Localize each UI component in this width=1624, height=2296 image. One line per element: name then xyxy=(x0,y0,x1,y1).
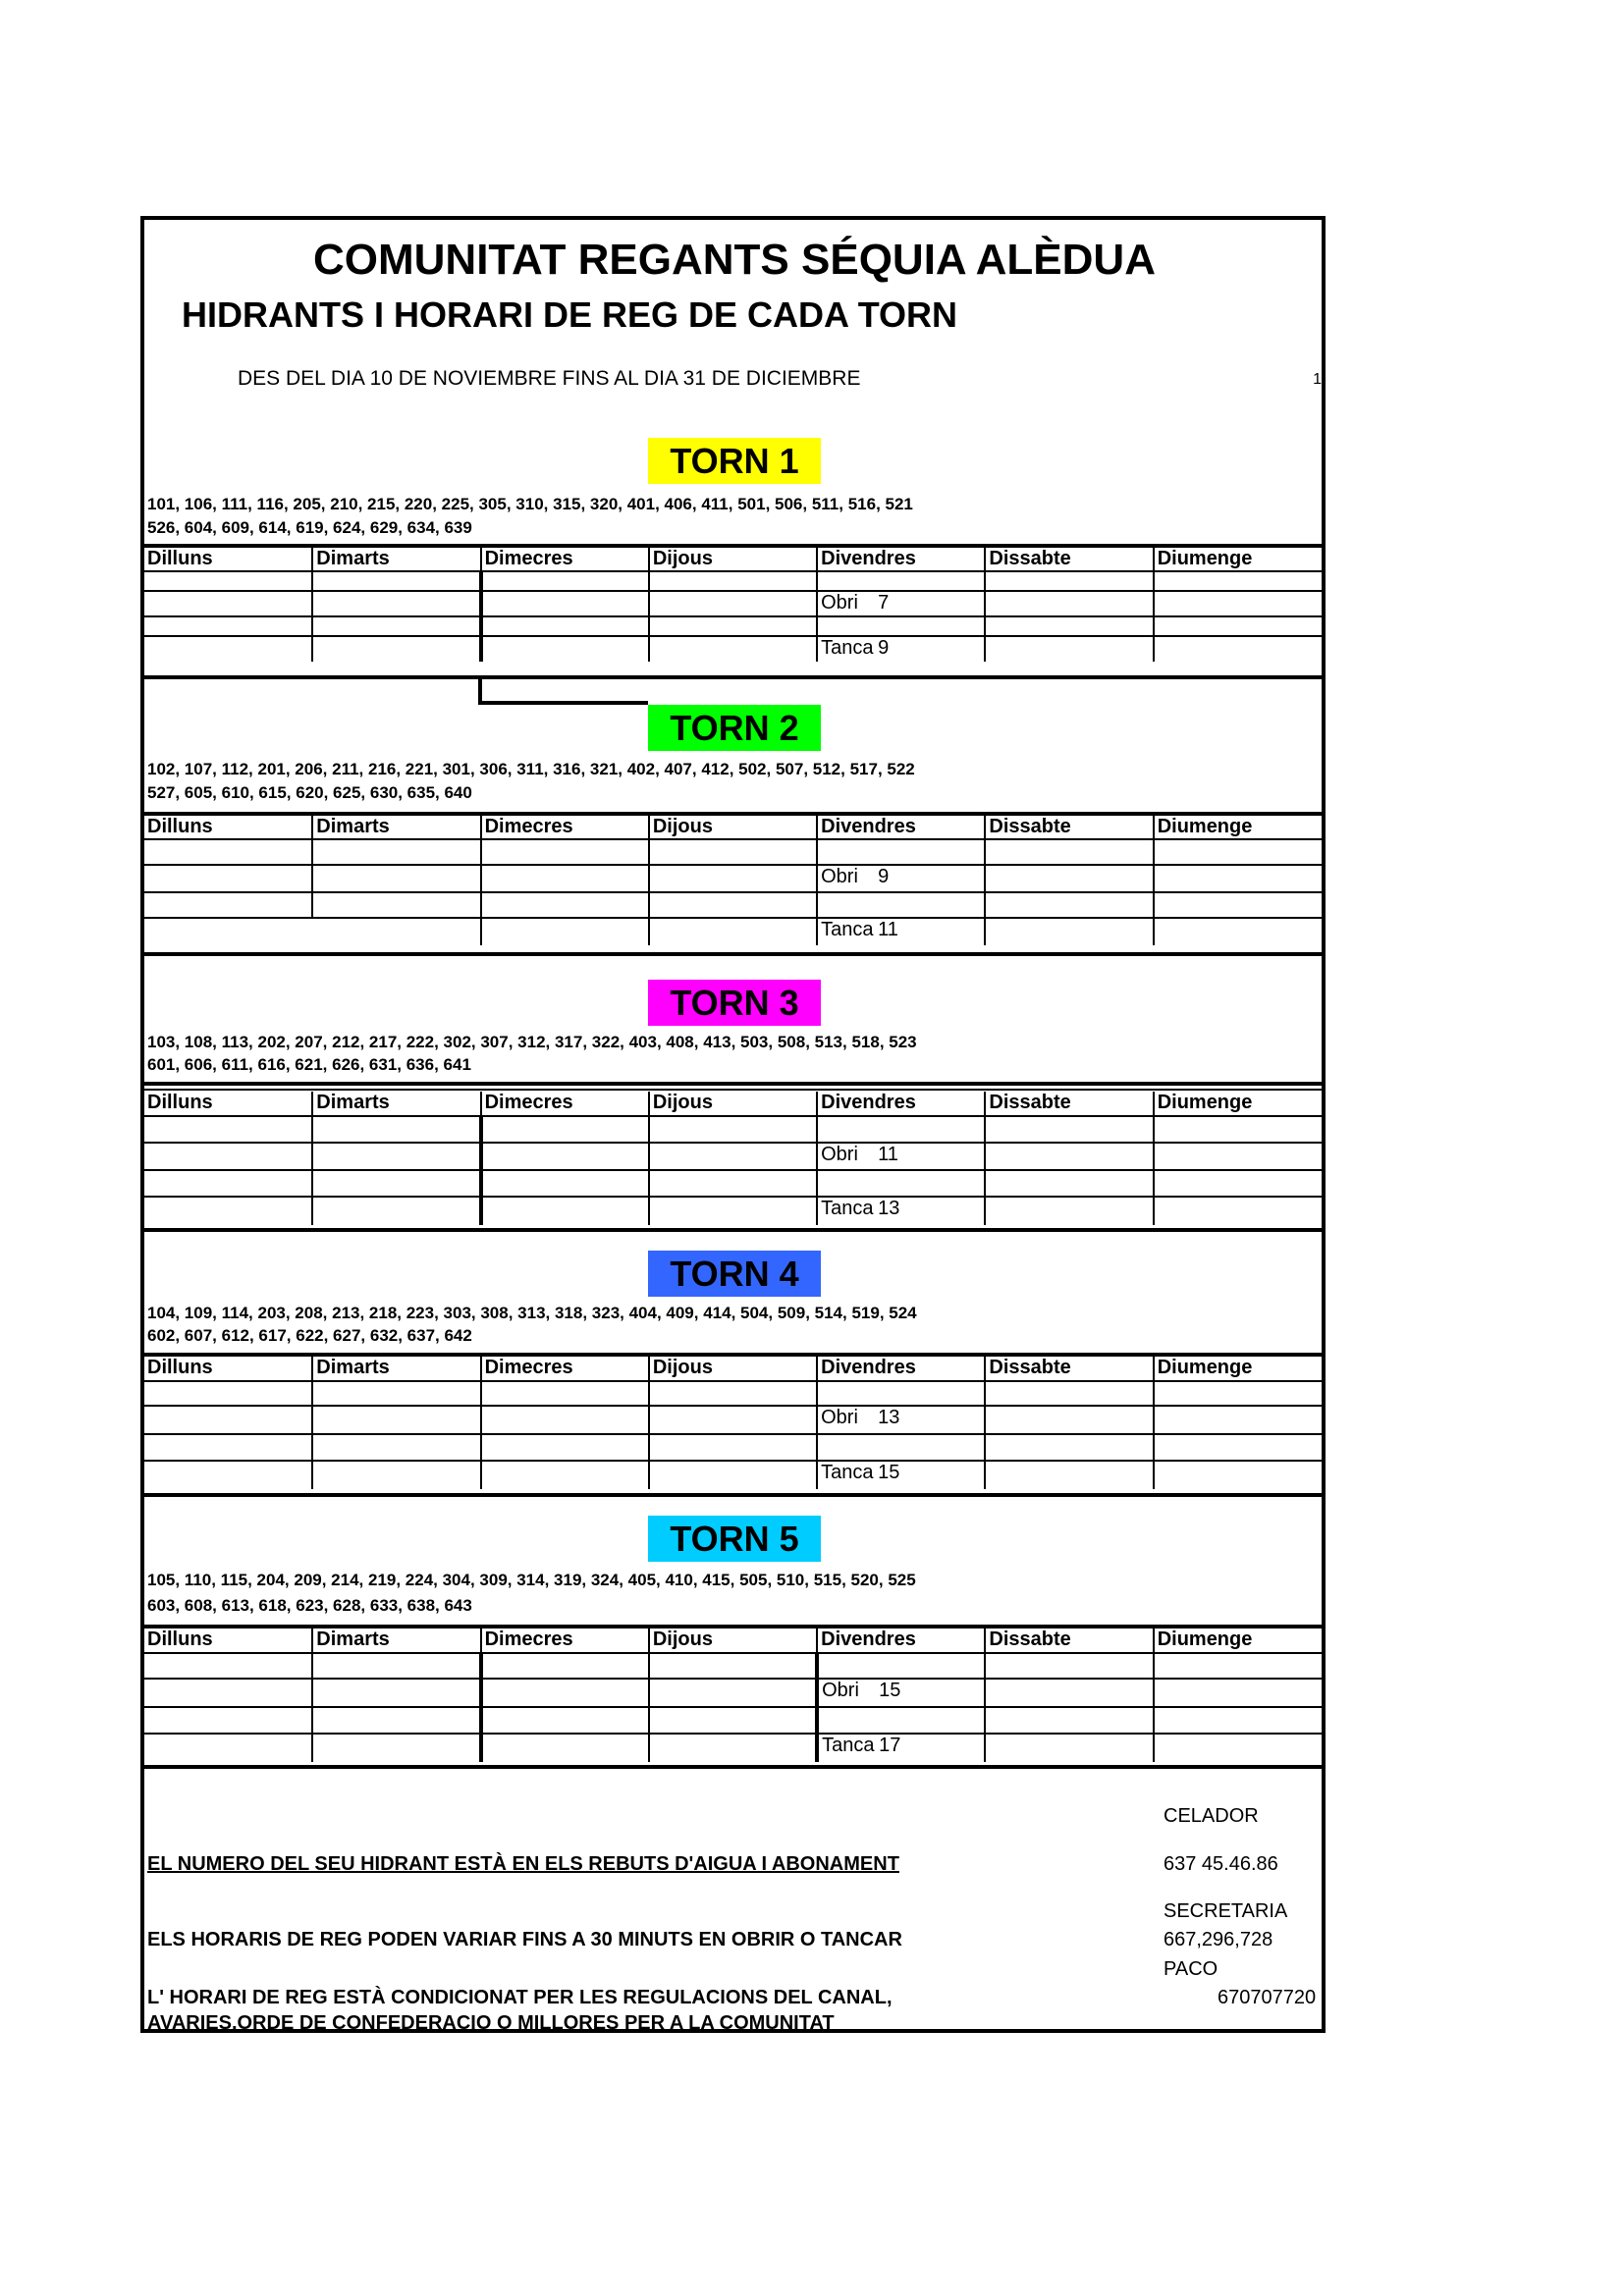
day-header: Dissabte xyxy=(985,548,1153,571)
torn-4-schedule xyxy=(144,1357,1322,1489)
torn-4-badge: TORN 4 xyxy=(648,1251,821,1297)
torn-3-hydrants-line1: 103, 108, 113, 202, 207, 212, 217, 222, 302, 307, 312, 317, 322, 403, 408, 413, 503, 508, 513, 518, 523 xyxy=(147,1033,917,1051)
day-header: Divendres xyxy=(817,1092,985,1116)
torn-5-close-hour: 17 xyxy=(879,1735,901,1756)
torn-5-close-cell xyxy=(817,1734,985,1762)
day-header: Dilluns xyxy=(144,548,312,571)
day-header: Dissabte xyxy=(985,1357,1153,1381)
paco-label: PACO xyxy=(1164,1958,1218,1980)
day-header: Dissabte xyxy=(985,816,1153,839)
torn-2-hydrants-line2: 527, 605, 610, 615, 620, 625, 630, 635, 640 xyxy=(147,783,472,802)
day-header: Dijous xyxy=(649,548,817,571)
torn-1-hydrants-line2: 526, 604, 609, 614, 619, 624, 629, 634, 639 xyxy=(147,518,472,537)
day-header: Diumenge xyxy=(1154,548,1322,571)
day-header: Dilluns xyxy=(144,816,312,839)
day-header: Dijous xyxy=(649,1092,817,1116)
open-label: Obri xyxy=(821,1144,858,1165)
secretaria-label: SECRETARIA xyxy=(1164,1900,1288,1922)
torn-3-close-hour: 13 xyxy=(878,1198,900,1219)
torn-5-open-hour: 15 xyxy=(879,1680,901,1701)
torn-1-close-cell xyxy=(817,636,985,662)
hydrant-number-note: EL NUMERO DEL SEU HIDRANT ESTÀ EN ELS REBUTS D'AIGUA I ABONAMENT xyxy=(147,1853,899,1875)
day-header: Dimecres xyxy=(481,816,649,839)
day-header: Dissabte xyxy=(985,1629,1153,1653)
torn-3-schedule xyxy=(144,1092,1322,1225)
page-title: COMUNITAT REGANTS SÉQUIA ALÈDUA xyxy=(313,236,1156,284)
torn-1-hydrants-line1: 101, 106, 111, 116, 205, 210, 215, 220, 225, 305, 310, 315, 320, 401, 406, 411, 501, 506, 511, 516, 521 xyxy=(147,495,913,513)
torn-1-schedule xyxy=(144,548,1322,662)
celador-phone: 637 45.46.86 xyxy=(1164,1853,1278,1875)
divider xyxy=(144,1493,1322,1497)
torn-5-open-cell xyxy=(817,1679,985,1707)
torn-4-open-hour: 13 xyxy=(878,1407,900,1428)
torn-2-badge: TORN 2 xyxy=(648,705,821,751)
day-header: Dimecres xyxy=(481,1357,649,1381)
day-header: Dimecres xyxy=(481,1629,649,1653)
day-header: Dilluns xyxy=(144,1357,312,1381)
day-header: Dimarts xyxy=(312,1092,480,1116)
schedule-sheet xyxy=(140,216,1326,2033)
divider xyxy=(144,952,1322,956)
day-header: Diumenge xyxy=(1154,1357,1322,1381)
day-header: Dimarts xyxy=(312,548,480,571)
torn-3-close-cell xyxy=(817,1197,985,1225)
day-header: Diumenge xyxy=(1154,1092,1322,1116)
torn-2-open-cell xyxy=(817,865,985,892)
day-header: Dimarts xyxy=(312,816,480,839)
open-label: Obri xyxy=(822,1680,859,1701)
torn-1-open-cell xyxy=(817,591,985,616)
torn-3-open-hour: 11 xyxy=(878,1144,898,1165)
day-header: Divendres xyxy=(817,816,985,839)
torn-2-schedule xyxy=(144,816,1322,945)
open-label: Obri xyxy=(821,866,858,887)
day-header: Dissabte xyxy=(985,1092,1153,1116)
torn-3-hydrants-line2: 601, 606, 611, 616, 621, 626, 631, 636, 641 xyxy=(147,1055,471,1074)
day-header: Dimecres xyxy=(481,1092,649,1116)
conditions-note-line2: AVARIES,ORDE DE CONFEDERACIO O MILLORES PER A LA COMUNITAT xyxy=(147,2012,835,2034)
torn-4-hydrants-line2: 602, 607, 612, 617, 622, 627, 632, 637, 642 xyxy=(147,1326,472,1345)
torn-3-open-cell xyxy=(817,1143,985,1170)
divider xyxy=(478,677,482,703)
divider xyxy=(478,701,648,705)
day-header: Dijous xyxy=(649,816,817,839)
day-header: Dijous xyxy=(649,1629,817,1653)
torn-4-close-cell xyxy=(817,1461,985,1489)
paco-phone: 670707720 xyxy=(1218,1987,1317,2008)
day-header: Diumenge xyxy=(1154,1629,1322,1653)
torn-5-hydrants-line1: 105, 110, 115, 204, 209, 214, 219, 224, 304, 309, 314, 319, 324, 405, 410, 415, 505, 510, 515, 520, 525 xyxy=(147,1571,916,1589)
day-header: Dilluns xyxy=(144,1092,312,1116)
torn-1-open-hour: 7 xyxy=(878,592,890,614)
close-label: Tanca xyxy=(822,1735,875,1756)
torn-5-hydrants-line2: 603, 608, 613, 618, 623, 628, 633, 638, 643 xyxy=(147,1596,472,1615)
torn-5-badge: TORN 5 xyxy=(648,1516,821,1562)
torn-4-open-cell xyxy=(817,1406,985,1434)
schedule-variation-note: ELS HORARIS DE REG PODEN VARIAR FINS A 30 MINUTS EN OBRIR O TANCAR xyxy=(147,1929,902,1950)
divider xyxy=(144,1228,1322,1232)
close-label: Tanca xyxy=(821,1198,874,1219)
torn-2-open-hour: 9 xyxy=(878,866,890,887)
day-header: Divendres xyxy=(817,1629,985,1653)
torn-1-close-hour: 9 xyxy=(878,637,890,659)
day-header: Dilluns xyxy=(144,1629,312,1653)
close-label: Tanca xyxy=(821,919,874,940)
day-header: Divendres xyxy=(817,548,985,571)
day-header: Dijous xyxy=(649,1357,817,1381)
close-label: Tanca xyxy=(821,1462,874,1483)
divider xyxy=(144,1089,1322,1091)
divider xyxy=(144,1765,1322,1769)
page-number: 1 xyxy=(1313,371,1322,388)
torn-1-badge: TORN 1 xyxy=(648,438,821,484)
celador-label: CELADOR xyxy=(1164,1805,1259,1827)
day-header: Dimarts xyxy=(312,1629,480,1653)
day-header: Dimarts xyxy=(312,1357,480,1381)
divider xyxy=(144,1082,1322,1086)
day-header: Diumenge xyxy=(1154,816,1322,839)
torn-2-hydrants-line1: 102, 107, 112, 201, 206, 211, 216, 221, 301, 306, 311, 316, 321, 402, 407, 412, 502, 507, 512, 517, 522 xyxy=(147,760,915,778)
day-header: Divendres xyxy=(817,1357,985,1381)
open-label: Obri xyxy=(821,1407,858,1428)
torn-4-hydrants-line1: 104, 109, 114, 203, 208, 213, 218, 223, 303, 308, 313, 318, 323, 404, 409, 414, 504, 509, 514, 519, 524 xyxy=(147,1304,917,1322)
open-label: Obri xyxy=(821,592,858,614)
torn-4-close-hour: 15 xyxy=(878,1462,900,1483)
torn-3-badge: TORN 3 xyxy=(648,980,821,1026)
day-header: Dimecres xyxy=(481,548,649,571)
torn-2-close-cell xyxy=(817,918,985,945)
torn-2-close-hour: 11 xyxy=(878,919,898,940)
secretaria-phone: 667,296,728 xyxy=(1164,1929,1273,1950)
torn-5-schedule xyxy=(144,1629,1322,1762)
divider xyxy=(144,675,1322,679)
page-subtitle: HIDRANTS I HORARI DE REG DE CADA TORN xyxy=(182,294,958,335)
validity-period: DES DEL DIA 10 DE NOVIEMBRE FINS AL DIA 31 DE DICIEMBRE xyxy=(238,367,861,390)
close-label: Tanca xyxy=(821,637,874,659)
conditions-note-line1: L' HORARI DE REG ESTÀ CONDICIONAT PER LES REGULACIONS DEL CANAL, xyxy=(147,1987,893,2008)
